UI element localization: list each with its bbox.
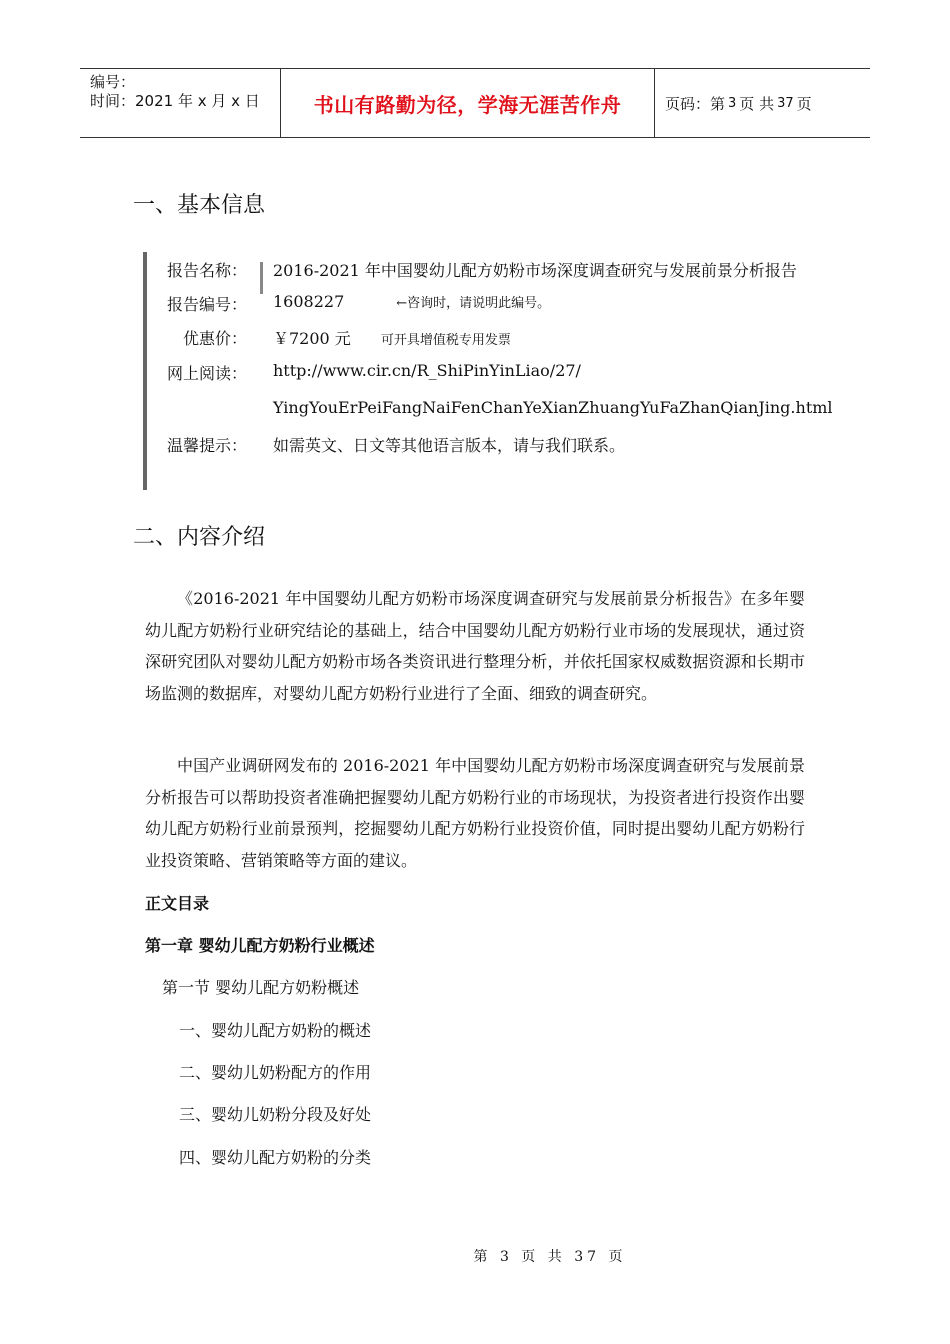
report-code-label: 报告编号： — [166, 295, 247, 314]
page-prefix: 页码：第 — [665, 94, 726, 113]
intro-paragraph-1: 《2016-2021 年中国婴幼儿配方奶粉市场深度调查研究与发展前景分析报告》在多年婴幼儿配方奶粉行业研究结论的基础上，结合中国婴幼儿配方奶粉行业市场的发展现状，通过资深研究团队对婴幼儿配方奶粉市场各类资讯进行整理分析，并依托国家权威数据资源和长期市场监测的数据库，对婴幼儿配方奶粉行业进行了全面、细致的调查研究。 — [145, 589, 805, 703]
intro-paragraph-2: 中国产业调研网发布的 2016-2021 年中国婴幼儿配方奶粉市场深度调查研究与发展前景分析报告可以帮助投资者准确把握婴幼儿配方奶粉行业的市场现状，为投资者进行投资作出婴幼儿配方奶粉行业前景预判，挖掘婴幼儿配方奶粉行业投资价值，同时提出婴幼儿配方奶粉行业投资策略、营销策略等方面的建议。 — [145, 756, 805, 870]
tip-value: 如需英文、日文等其他语言版本，请与我们联系。 — [273, 436, 626, 455]
header-motto: 书山有路勤为径，学海无涯苦作舟 — [280, 69, 655, 137]
info-box — [143, 252, 833, 490]
header-page-number — [655, 69, 870, 137]
toc-item: 二、婴幼儿奶粉配方的作用 — [179, 1063, 372, 1082]
section-title-content: 二、内容介绍 — [133, 525, 266, 550]
tip-label: 温馨提示： — [166, 436, 247, 455]
header-table — [80, 68, 870, 138]
toc-section-1: 第一节 婴幼儿配方奶粉概述 — [162, 978, 360, 997]
url-label: 网上阅读： — [166, 364, 247, 383]
toc-chapter-1: 第一章 婴幼儿配方奶粉行业概述 — [145, 936, 375, 955]
report-name-label: 报告名称： — [166, 261, 247, 280]
page-suffix: 页 — [796, 94, 812, 113]
toc-item: 三、婴幼儿奶粉分段及好处 — [179, 1105, 372, 1124]
toc-item: 一、婴幼儿配方奶粉的概述 — [179, 1021, 372, 1040]
doc-code-label: 编号： — [90, 73, 136, 91]
report-name-value: 2016-2021 年中国婴幼儿配方奶粉市场深度调查研究与发展前景分析报告 — [273, 261, 797, 280]
doc-date: 时间：2021 年 x 月 x 日 — [90, 92, 260, 110]
section-title-basic-info: 一、基本信息 — [133, 193, 266, 218]
page-mid: 页 共 — [739, 94, 775, 113]
info-divider — [260, 262, 263, 294]
page-total: 37 — [777, 95, 794, 111]
price-value-wrap — [273, 326, 511, 349]
url-line-2[interactable]: YingYouErPeiFangNaiFenChanYeXianZhuangYuFaZhanQianJing.html — [273, 398, 833, 417]
report-code-note: ←咨询时，请说明此编号。 — [396, 296, 551, 311]
page-current: 3 — [728, 95, 737, 111]
toc-item: 四、婴幼儿配方奶粉的分类 — [179, 1148, 372, 1167]
price-value: ￥7200 元 — [273, 329, 351, 348]
page-footer: 第 3 页 共 37 页 — [473, 1249, 627, 1265]
header-meta — [80, 69, 280, 137]
toc-heading: 正文目录 — [145, 894, 210, 913]
price-label: 优惠价： — [182, 329, 247, 348]
report-code-value — [273, 292, 550, 311]
report-code-number: 1608227 — [273, 292, 345, 311]
url-line-1[interactable]: http://www.cir.cn/R_ShiPinYinLiao/27/ — [273, 361, 581, 380]
price-note: 可开具增值税专用发票 — [380, 333, 511, 348]
